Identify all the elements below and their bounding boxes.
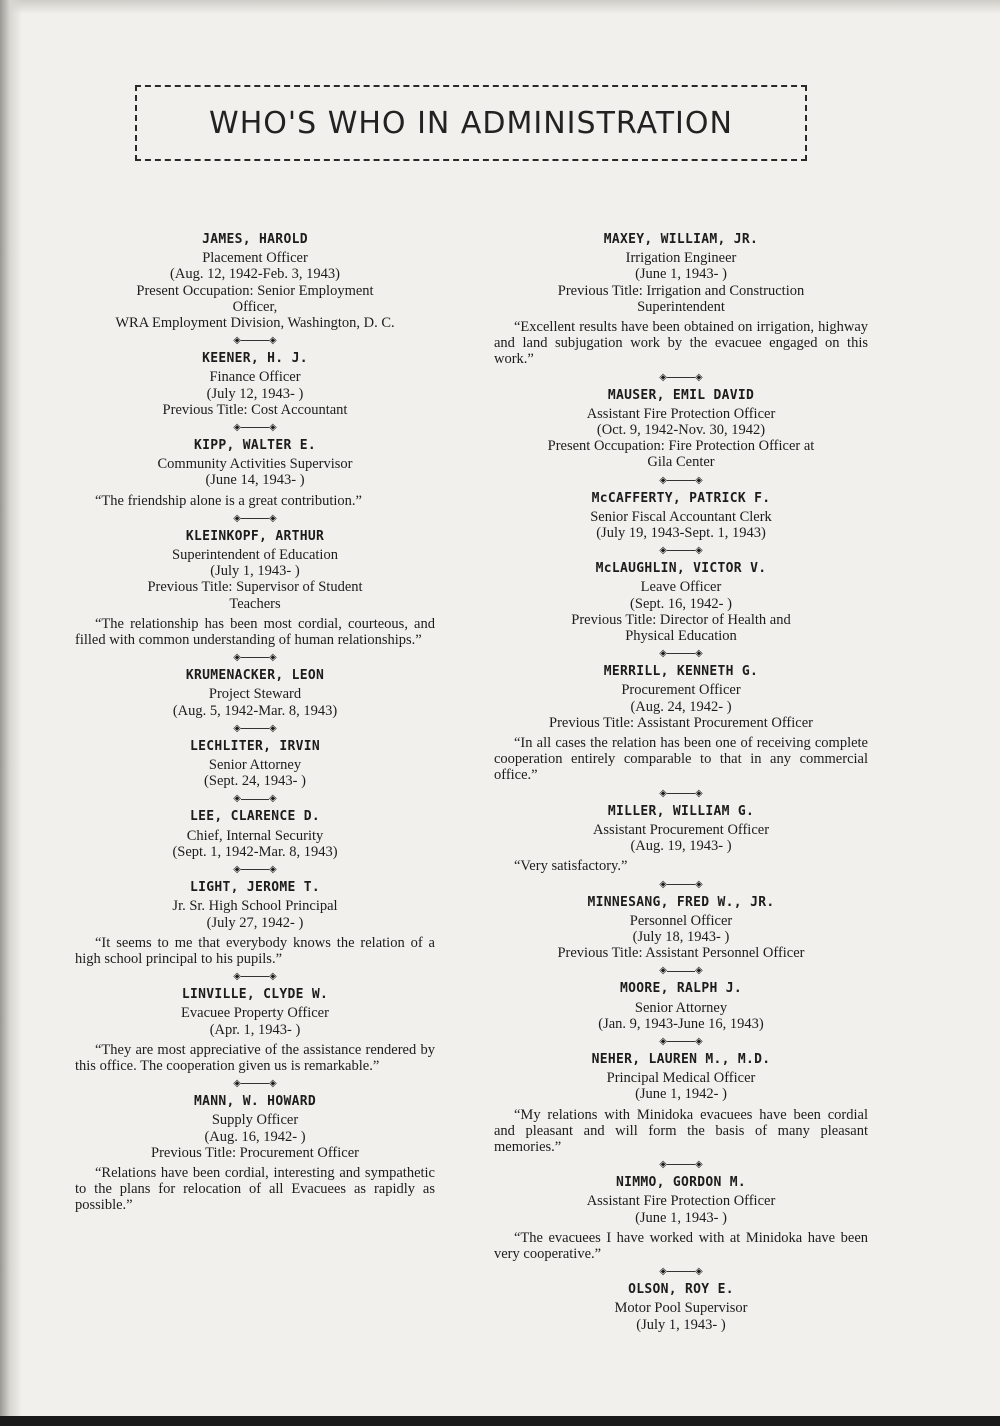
- entry-detail-line: Present Occupation: Fire Protection Officer at: [547, 438, 815, 455]
- divider-rule: [667, 550, 695, 551]
- directory-entry: [494, 895, 868, 962]
- divider-rule: [667, 1164, 695, 1165]
- entry-name: LIGHT, JEROME T.: [189, 880, 321, 896]
- diamond-ornament-icon: ◈: [695, 1159, 703, 1171]
- entry-detail-line: Present Occupation: Senior Employment: [136, 282, 374, 299]
- entry-quote: “Very satisfactory.”: [514, 858, 628, 875]
- ornament-divider: [75, 509, 435, 529]
- diamond-ornament-icon: ◈: [695, 371, 703, 383]
- divider-rule: [667, 971, 695, 972]
- entry-detail-line: Previous Title: Cost Accountant: [162, 401, 348, 418]
- divider-rule: [667, 1271, 695, 1272]
- ornament-divider: [75, 648, 435, 668]
- entry-detail-line: (July 27, 1942- ): [206, 914, 304, 931]
- entry-detail-line: (Sept. 16, 1942- ): [630, 595, 732, 612]
- entry-name: KEENER, H. J.: [202, 351, 308, 367]
- entry-detail-line: (Aug. 19, 1943- ): [630, 838, 732, 855]
- page-bottom-edge: [0, 1416, 1000, 1426]
- divider-rule: [667, 1041, 695, 1042]
- diamond-ornament-icon: ◈: [695, 878, 703, 890]
- divider-rule: [667, 377, 695, 378]
- entry-name: KRUMENACKER, LEON: [185, 668, 325, 684]
- diamond-ornament-icon: ◈: [695, 965, 703, 977]
- diamond-ornament-icon: ◈: [695, 1266, 703, 1278]
- entry-detail-line: (Sept. 1, 1942-Mar. 8, 1943): [172, 843, 338, 860]
- entry-quote: “Relations have been cordial, interesting and sympathetic to the plans for relocation of all Evacuees as rapidly as possible.”: [75, 1164, 435, 1214]
- diamond-ornament-icon: ◈: [233, 793, 241, 805]
- ornament-divider: [75, 967, 435, 987]
- diamond-ornament-icon: ◈: [695, 545, 703, 557]
- entry-name: LEE, CLARENCE D.: [189, 809, 321, 825]
- directory-entry: [494, 804, 868, 875]
- entry-detail-line: Previous Title: Supervisor of Student: [147, 579, 363, 596]
- ornament-divider: [494, 784, 868, 804]
- diamond-ornament-icon: ◈: [695, 648, 703, 660]
- diamond-ornament-icon: ◈: [659, 1159, 667, 1171]
- diamond-ornament-icon: ◈: [269, 335, 277, 347]
- ornament-divider: [75, 860, 435, 880]
- divider-rule: [667, 884, 695, 885]
- divider-rule: [241, 518, 269, 519]
- diamond-ornament-icon: ◈: [269, 422, 277, 434]
- entry-detail-line: WRA Employment Division, Washington, D. C.: [115, 315, 395, 332]
- page-top-shadow: [0, 0, 1000, 14]
- ornament-divider: [75, 719, 435, 739]
- entry-name: MAXEY, WILLIAM, JR.: [603, 232, 759, 247]
- entry-detail-line: (Aug. 24, 1942- ): [630, 698, 732, 715]
- ornament-divider: [494, 541, 868, 561]
- directory-entry: [494, 232, 868, 368]
- entry-name: MERRILL, KENNETH G.: [603, 664, 759, 680]
- entry-detail-line: (June 1, 1942- ): [635, 1086, 727, 1103]
- entry-quote: “The friendship alone is a great contribution.”: [95, 492, 362, 509]
- entry-detail-line: Teachers: [229, 595, 281, 612]
- entry-name: MINNESANG, FRED W., JR.: [587, 894, 775, 910]
- directory-entry: [75, 739, 435, 790]
- entry-detail-line: Placement Officer: [202, 250, 308, 267]
- directory-entry: [494, 1282, 868, 1333]
- entry-detail-line: (June 1, 1943- ): [635, 266, 727, 283]
- entry-quote: “The evacuees I have worked with at Minidoka have been very cooperative.”: [494, 1229, 868, 1262]
- divider-rule: [667, 653, 695, 654]
- entry-name: MOORE, RALPH J.: [620, 981, 742, 997]
- diamond-ornament-icon: ◈: [269, 1078, 277, 1090]
- entry-detail-line: Jr. Sr. High School Principal: [172, 898, 338, 915]
- diamond-ornament-icon: ◈: [695, 474, 703, 486]
- entry-detail-line: Assistant Fire Protection Officer: [586, 1193, 776, 1210]
- entry-detail-line: Superintendent: [637, 298, 725, 315]
- divider-rule: [241, 728, 269, 729]
- divider-rule: [241, 976, 269, 977]
- ornament-divider: [494, 644, 868, 664]
- entry-detail-line: Motor Pool Supervisor: [614, 1300, 748, 1317]
- entry-detail-line: (July 1, 1943- ): [636, 1316, 726, 1333]
- title-frame: [135, 85, 807, 161]
- diamond-ornament-icon: ◈: [659, 371, 667, 383]
- diamond-ornament-icon: ◈: [233, 722, 241, 734]
- diamond-ornament-icon: ◈: [233, 335, 241, 347]
- entry-detail-line: (July 12, 1943- ): [206, 385, 304, 402]
- entry-detail-line: Leave Officer: [640, 579, 722, 596]
- divider-rule: [241, 869, 269, 870]
- ornament-divider: [75, 1074, 435, 1094]
- entry-detail-line: Physical Education: [625, 628, 737, 645]
- page-binding-shadow: [0, 0, 22, 1426]
- entry-detail-line: Previous Title: Assistant Procurement Officer: [549, 714, 813, 731]
- ornament-divider: [494, 1155, 868, 1175]
- directory-entry: [75, 232, 435, 331]
- entry-detail-line: Officer,: [232, 298, 278, 315]
- directory-entry: [494, 1052, 868, 1155]
- ornament-divider: [494, 961, 868, 981]
- entry-detail-line: (Sept. 24, 1943- ): [204, 773, 306, 790]
- entry-detail-line: (July 19, 1943-Sept. 1, 1943): [596, 525, 766, 542]
- entry-detail-line: Previous Title: Director of Health and: [571, 611, 791, 628]
- entry-detail-line: (Aug. 5, 1942-Mar. 8, 1943): [172, 702, 338, 719]
- entry-quote: “It seems to me that everybody knows the relation of a high school principal to his pupils.”: [75, 934, 435, 967]
- diamond-ornament-icon: ◈: [659, 787, 667, 799]
- ornament-divider: [494, 875, 868, 895]
- directory-entry: [75, 438, 435, 509]
- entry-name: NIMMO, GORDON M.: [615, 1175, 747, 1191]
- ornament-divider: [75, 789, 435, 809]
- entry-detail-line: (June 14, 1943- ): [205, 472, 305, 489]
- entry-name: MANN, W. HOWARD: [194, 1094, 316, 1110]
- diamond-ornament-icon: ◈: [233, 652, 241, 664]
- entry-detail-line: Assistant Procurement Officer: [592, 821, 770, 838]
- diamond-ornament-icon: ◈: [695, 1035, 703, 1047]
- entry-detail-line: Project Steward: [208, 686, 302, 703]
- diamond-ornament-icon: ◈: [269, 512, 277, 524]
- ornament-divider: [494, 1262, 868, 1282]
- divider-rule: [241, 799, 269, 800]
- entry-name: JAMES, HAROLD: [202, 232, 308, 247]
- entry-name: KIPP, WALTER E.: [194, 438, 316, 454]
- directory-entry: [494, 561, 868, 644]
- entry-detail-line: Senior Attorney: [634, 999, 728, 1016]
- directory-entry: [75, 351, 435, 418]
- entry-name: MILLER, WILLIAM G.: [607, 803, 755, 819]
- entry-detail-line: Supply Officer: [211, 1112, 299, 1129]
- entry-detail-line: Procurement Officer: [621, 682, 741, 699]
- diamond-ornament-icon: ◈: [269, 793, 277, 805]
- divider-rule: [241, 340, 269, 341]
- diamond-ornament-icon: ◈: [233, 512, 241, 524]
- ornament-divider: [494, 1032, 868, 1052]
- entry-quote: “In all cases the relation has been one of receiving complete cooperation entirely comparable to that in any commercial office.”: [494, 735, 868, 784]
- divider-rule: [241, 657, 269, 658]
- entry-detail-line: (July 1, 1943- ): [210, 563, 300, 580]
- diamond-ornament-icon: ◈: [659, 545, 667, 557]
- directory-entry: [75, 529, 435, 648]
- left-column: [75, 232, 435, 1214]
- entry-detail-line: (Apr. 1, 1943- ): [209, 1021, 301, 1038]
- entry-detail-line: Previous Title: Procurement Officer: [151, 1144, 359, 1161]
- diamond-ornament-icon: ◈: [269, 971, 277, 983]
- diamond-ornament-icon: ◈: [269, 722, 277, 734]
- divider-rule: [241, 1083, 269, 1084]
- diamond-ornament-icon: ◈: [695, 787, 703, 799]
- entry-detail-line: Chief, Internal Security: [186, 827, 324, 844]
- entry-quote: “My relations with Minidoka evacuees have been cordial and pleasant and will form the basis of many pleasant memories.”: [494, 1106, 868, 1155]
- entry-detail-line: Finance Officer: [209, 369, 301, 386]
- entry-name: MAUSER, EMIL DAVID: [607, 387, 755, 403]
- entry-detail-line: Senior Attorney: [208, 757, 302, 774]
- entry-quote: “Excellent results have been obtained on irrigation, highway and land subjugation work by the evacuee engaged on this work.”: [494, 319, 868, 368]
- entry-name: LECHLITER, IRVIN: [189, 738, 321, 754]
- ornament-divider: [494, 368, 868, 388]
- entry-detail-line: Community Activities Supervisor: [157, 456, 353, 473]
- entry-name: OLSON, ROY E.: [628, 1282, 734, 1298]
- diamond-ornament-icon: ◈: [659, 1266, 667, 1278]
- diamond-ornament-icon: ◈: [659, 648, 667, 660]
- entry-detail-line: (Jan. 9, 1943-June 16, 1943): [598, 1015, 764, 1032]
- directory-entry: [494, 664, 868, 783]
- entry-detail-line: Previous Title: Assistant Personnel Officer: [557, 945, 805, 962]
- entry-detail-line: Irrigation Engineer: [625, 250, 737, 267]
- entry-detail-line: Superintendent of Education: [172, 547, 338, 564]
- diamond-ornament-icon: ◈: [659, 965, 667, 977]
- entry-detail-line: Principal Medical Officer: [606, 1070, 756, 1087]
- ornament-divider: [75, 331, 435, 351]
- diamond-ornament-icon: ◈: [233, 971, 241, 983]
- ornament-divider: [494, 471, 868, 491]
- directory-entry: [494, 1175, 868, 1262]
- diamond-ornament-icon: ◈: [659, 474, 667, 486]
- entry-detail-line: Personnel Officer: [629, 912, 733, 929]
- entry-name: KLEINKOPF, ARTHUR: [185, 528, 325, 544]
- diamond-ornament-icon: ◈: [269, 652, 277, 664]
- diamond-ornament-icon: ◈: [233, 1078, 241, 1090]
- divider-rule: [667, 793, 695, 794]
- divider-rule: [241, 427, 269, 428]
- directory-entry: [494, 388, 868, 471]
- right-column: [494, 232, 868, 1333]
- directory-entry: [75, 880, 435, 967]
- entry-detail-line: (Aug. 16, 1942- ): [204, 1128, 306, 1145]
- entry-detail-line: Gila Center: [647, 454, 715, 471]
- entry-detail-line: (Oct. 9, 1942-Nov. 30, 1942): [596, 422, 766, 439]
- entry-quote: “They are most appreciative of the assistance rendered by this office. The cooperation given us is remarkable.”: [75, 1041, 435, 1074]
- diamond-ornament-icon: ◈: [269, 864, 277, 876]
- entry-name: McCAFFERTY, PATRICK F.: [591, 490, 771, 506]
- entry-detail-line: Assistant Fire Protection Officer: [586, 405, 776, 422]
- diamond-ornament-icon: ◈: [233, 864, 241, 876]
- diamond-ornament-icon: ◈: [233, 422, 241, 434]
- entry-detail-line: (June 1, 1943- ): [635, 1209, 727, 1226]
- entry-detail-line: (Aug. 12, 1942-Feb. 3, 1943): [170, 266, 340, 283]
- entry-quote: “The relationship has been most cordial, courteous, and filled with common understanding of human relationships.”: [75, 615, 435, 649]
- page-title: WHO'S WHO IN ADMINISTRATION: [209, 105, 733, 141]
- divider-rule: [667, 480, 695, 481]
- directory-entry: [494, 981, 868, 1032]
- entry-detail-line: Previous Title: Irrigation and Construction: [557, 282, 805, 299]
- directory-entry: [75, 668, 435, 719]
- entry-name: LINVILLE, CLYDE W.: [181, 987, 329, 1003]
- entry-name: NEHER, LAUREN M., M.D.: [591, 1051, 771, 1067]
- diamond-ornament-icon: ◈: [659, 1035, 667, 1047]
- directory-entry: [75, 809, 435, 860]
- entry-name: McLAUGHLIN, VICTOR V.: [595, 561, 767, 577]
- diamond-ornament-icon: ◈: [659, 878, 667, 890]
- directory-entry: [75, 1094, 435, 1213]
- ornament-divider: [75, 418, 435, 438]
- directory-entry: [75, 987, 435, 1074]
- entry-detail-line: (July 18, 1943- ): [632, 928, 730, 945]
- directory-entry: [494, 491, 868, 542]
- entry-detail-line: Senior Fiscal Accountant Clerk: [590, 508, 772, 525]
- entry-detail-line: Evacuee Property Officer: [181, 1005, 329, 1022]
